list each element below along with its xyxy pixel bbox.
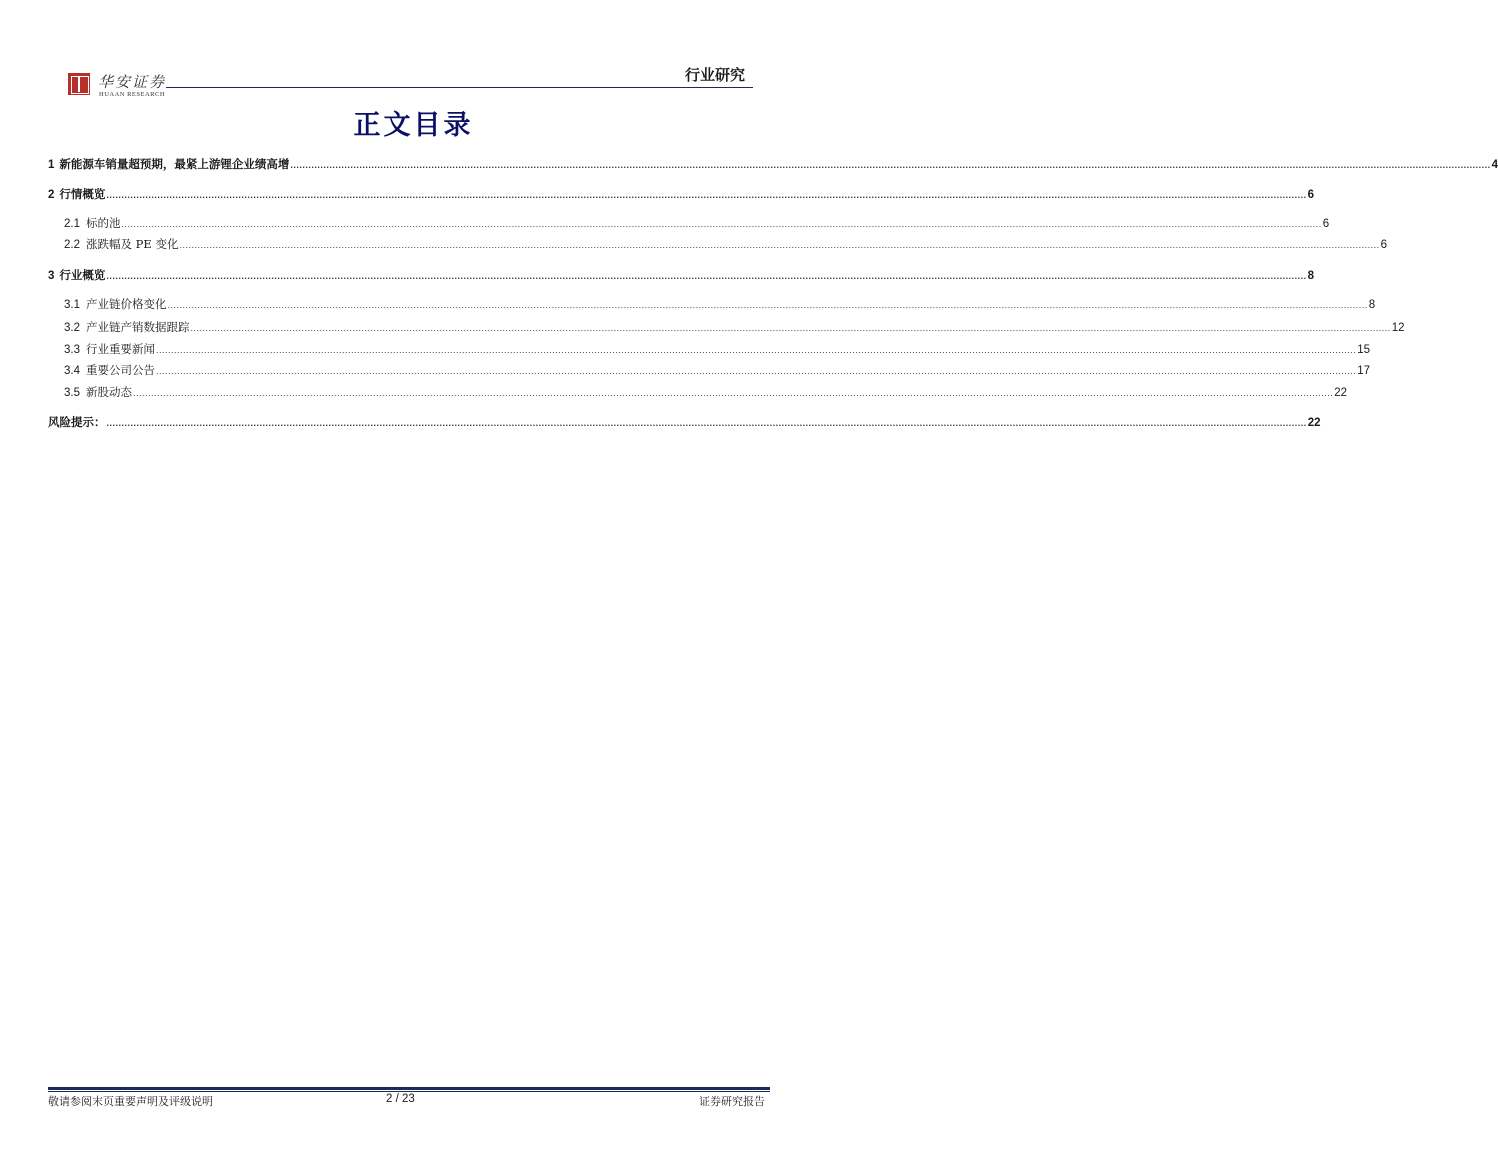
toc-dot-leader: ................................................................................................................................................................................................................................................................................................................................................................................................................ xyxy=(290,160,1491,170)
toc-entry[interactable] xyxy=(64,296,1376,312)
toc-entry-page: 6 xyxy=(1322,218,1330,230)
toc-entry-number: 2.1 xyxy=(64,218,80,230)
header-divider xyxy=(166,87,753,88)
toc-entry-label: 产业链产销数据跟踪 xyxy=(86,320,190,334)
toc-entry-label: 风险提示： xyxy=(48,415,106,429)
toc-entry[interactable] xyxy=(48,156,1498,172)
toc-dot-leader: ................................................................................................................................................................................................................................................................................................................................................................................................................ xyxy=(167,300,1368,310)
toc-entry-page: 17 xyxy=(1357,365,1370,377)
logo-english-name: HUAAN RESEARCH xyxy=(99,91,166,98)
toc-entry-page: 8 xyxy=(1307,270,1315,282)
toc-entry[interactable] xyxy=(64,362,1370,378)
toc-entry-label: 涨跌幅及 PE 变化 xyxy=(86,237,179,251)
toc-dot-leader: ................................................................................................................................................................................................................................................................................................................................................................................................................ xyxy=(156,345,1357,355)
toc-dot-leader: ................................................................................................................................................................................................................................................................................................................................................................................................................ xyxy=(179,240,1380,250)
toc-entry-page: 8 xyxy=(1368,299,1376,311)
footer-divider-thin xyxy=(48,1091,770,1092)
toc-entry-page: 22 xyxy=(1307,417,1321,429)
toc-entry-label: 标的池 xyxy=(86,216,121,230)
company-logo xyxy=(68,71,213,101)
toc-entry-page: 6 xyxy=(1307,189,1315,201)
toc-entry-number: 2.2 xyxy=(64,239,80,251)
toc-entry[interactable] xyxy=(64,341,1370,357)
toc-entry[interactable] xyxy=(64,319,1405,335)
toc-dot-leader: ................................................................................................................................................................................................................................................................................................................................................................................................................ xyxy=(106,418,1307,428)
toc-entry-page: 22 xyxy=(1334,387,1347,399)
toc-entry-number: 3 xyxy=(48,270,55,282)
toc-entry-number: 3.5 xyxy=(64,387,80,399)
toc-entry-number: 1 xyxy=(48,159,55,171)
toc-entry-page: 6 xyxy=(1380,239,1388,251)
toc-entry-label: 行业重要新闻 xyxy=(86,342,155,356)
footer-divider xyxy=(48,1087,770,1090)
toc-entry[interactable] xyxy=(48,186,1315,202)
toc-entry-number: 2 xyxy=(48,189,55,201)
toc-dot-leader: ................................................................................................................................................................................................................................................................................................................................................................................................................ xyxy=(106,190,1307,200)
page-header xyxy=(48,64,767,100)
section-tag: 行业研究 xyxy=(684,66,745,84)
toc-entry-label: 行情概览 xyxy=(59,187,106,201)
toc-entry-label: 重要公司公告 xyxy=(86,363,155,377)
footer-disclaimer: 敬请参阅末页重要声明及评级说明 xyxy=(48,1095,213,1108)
toc-entry-label: 产业链价格变化 xyxy=(86,297,167,311)
toc-entry-label: 新股动态 xyxy=(86,385,132,399)
toc-entry[interactable] xyxy=(64,384,1347,400)
toc-entry-number: 3.2 xyxy=(64,322,80,334)
toc-dot-leader: ................................................................................................................................................................................................................................................................................................................................................................................................................ xyxy=(121,219,1322,229)
toc-entry-number: 3.3 xyxy=(64,344,80,356)
toc-title: 正文目录 xyxy=(353,110,474,141)
toc-dot-leader: ................................................................................................................................................................................................................................................................................................................................................................................................................ xyxy=(106,271,1307,281)
toc-entry[interactable] xyxy=(64,236,1388,252)
toc-entry-page: 12 xyxy=(1391,322,1405,334)
toc-entry-number: 3.1 xyxy=(64,299,80,311)
toc-dot-leader: ................................................................................................................................................................................................................................................................................................................................................................................................................ xyxy=(190,323,1391,333)
logo-chinese-name: 华安证券 xyxy=(98,73,167,91)
report-type: 证券研究报告 xyxy=(699,1095,765,1108)
toc-entry[interactable] xyxy=(48,414,1321,430)
page-number: 2 / 23 xyxy=(386,1093,415,1105)
logo-emblem-icon xyxy=(68,73,90,95)
toc-entry[interactable] xyxy=(48,267,1315,283)
toc-dot-leader: ................................................................................................................................................................................................................................................................................................................................................................................................................ xyxy=(156,366,1357,376)
toc-entry-label: 新能源车销量超预期，最紧上游锂企业绩高增 xyxy=(59,157,290,171)
toc-entry-label: 行业概览 xyxy=(59,268,106,282)
toc-entry-page: 4 xyxy=(1491,159,1498,171)
toc-entry-page: 15 xyxy=(1357,344,1370,356)
toc-entry[interactable] xyxy=(64,215,1330,231)
toc-dot-leader: ................................................................................................................................................................................................................................................................................................................................................................................................................ xyxy=(133,388,1334,398)
toc-entry-number: 3.4 xyxy=(64,365,80,377)
